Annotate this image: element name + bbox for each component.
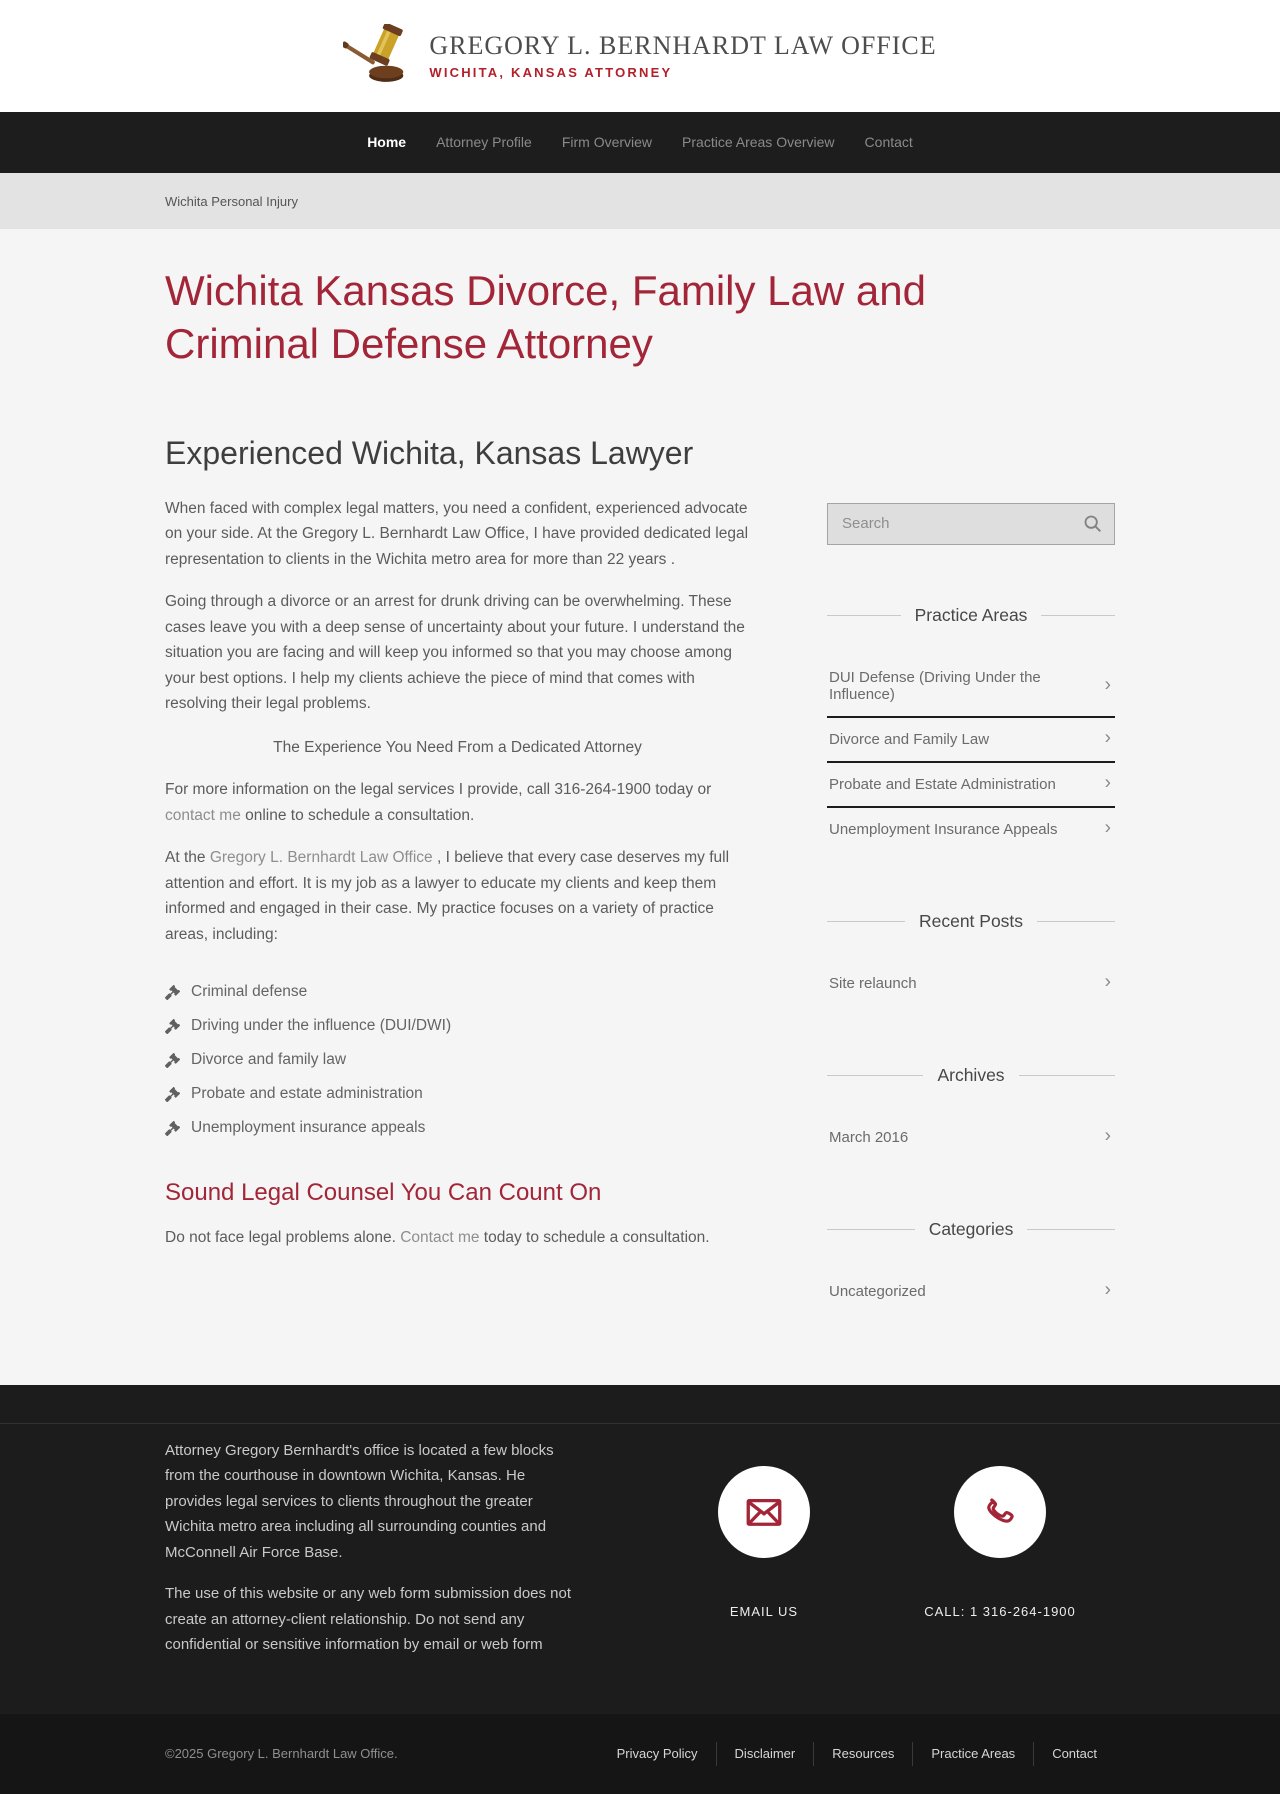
list-item <box>165 1111 750 1145</box>
bottom-bar <box>0 1714 1280 1794</box>
article <box>165 435 750 1268</box>
sub-heading: Sound Legal Counsel You Can Count On <box>165 1179 602 1207</box>
main-nav <box>0 112 1280 173</box>
search-input[interactable] <box>827 503 1115 545</box>
list-item <box>165 1043 750 1077</box>
chevron-right-icon: › <box>1104 972 1111 994</box>
sidebar-item-label: Uncategorized <box>829 1282 926 1300</box>
email-us-label[interactable]: EMAIL US <box>729 1603 799 1619</box>
footer-email-block <box>679 1438 849 1674</box>
chevron-right-icon: › <box>1104 674 1111 696</box>
sidebar-item-uncategorized[interactable] <box>827 1270 1115 1313</box>
sidebar-item-march-2016[interactable] <box>827 1116 1115 1159</box>
bullet-label: Divorce and family law <box>191 1051 347 1069</box>
sidebar-item-label: Site relaunch <box>829 974 917 992</box>
main-area <box>0 229 1280 1385</box>
bottom-link-resources[interactable]: Resources <box>813 1742 912 1766</box>
text-segment: , I believe that every case deserves my full attention and effort. It is my job as a lawyer to educate my clients and keep them informed and engaged in their case. My practice focuses on a variety of practice areas, including: <box>165 849 730 943</box>
paragraph-closing <box>165 1225 750 1251</box>
sidebar-item-label: March 2016 <box>829 1128 909 1146</box>
nav-item-firm-overview[interactable]: Firm Overview <box>561 133 653 150</box>
widget-title: Practice Areas <box>827 605 1115 626</box>
breadcrumb: Wichita Personal Injury <box>165 193 298 209</box>
envelope-icon <box>743 1491 785 1533</box>
call-label[interactable]: CALL: 1 316-264-1900 <box>924 1603 1076 1619</box>
site-header <box>0 0 1280 112</box>
footer-disclaimer-paragraph: The use of this website or any web form submission does not create an attorney-client relationship. Do not send any confidential or sensitive information by email or web form <box>165 1585 572 1654</box>
site-logo[interactable] <box>343 24 936 89</box>
call-button[interactable] <box>954 1466 1046 1558</box>
paragraph-intro: When faced with complex legal matters, you need a confident, experienced advocate on your side. At the Gregory L. Bernhardt Law Office, I have provided dedicated legal representation to clients in the Wichita metro area for more than 22 years . <box>165 499 749 568</box>
text-segment: For more information on the legal services I provide, call 316-264-1900 today or <box>165 781 712 799</box>
list-item <box>165 1009 750 1043</box>
gavel-bullet-icon <box>165 1121 180 1136</box>
widget-practice-areas <box>827 605 1115 851</box>
gavel-logo-icon <box>343 24 415 89</box>
contact-me-link[interactable]: contact me <box>165 806 241 824</box>
site-footer <box>0 1385 1280 1714</box>
sidebar-item-divorce-family-law[interactable] <box>827 718 1115 763</box>
gavel-bullet-icon <box>165 1053 180 1068</box>
footer-about <box>165 1438 585 1674</box>
logo-subtitle: WICHITA, KANSAS ATTORNEY <box>429 64 673 80</box>
widget-title: Recent Posts <box>827 911 1115 932</box>
gavel-bullet-icon <box>165 985 180 1000</box>
list-item <box>165 975 750 1009</box>
copyright: ©2025 Gregory L. Bernhardt Law Office. <box>165 1746 398 1762</box>
footer-call-block <box>900 1438 1100 1674</box>
sidebar-item-unemployment-appeals[interactable] <box>827 808 1115 851</box>
bottom-link-contact[interactable]: Contact <box>1033 1742 1115 1766</box>
sidebar <box>827 435 1115 1313</box>
bottom-link-disclaimer[interactable]: Disclaimer <box>716 1742 814 1766</box>
widget-recent-posts <box>827 911 1115 1005</box>
logo-title: GREGORY L. BERNHARDT LAW OFFICE <box>429 31 937 61</box>
text-segment: online to schedule a consultation. <box>240 806 475 824</box>
section-heading: Experienced Wichita, Kansas Lawyer <box>165 434 694 471</box>
breadcrumb-bar <box>0 173 1280 229</box>
list-item <box>165 1077 750 1111</box>
bottom-links <box>599 1742 1115 1766</box>
bullet-label: Criminal defense <box>191 983 308 1001</box>
footer-top-strip <box>0 1385 1280 1423</box>
widget-archives <box>827 1065 1115 1159</box>
chevron-right-icon: › <box>1104 1280 1111 1302</box>
bullet-label: Probate and estate administration <box>191 1085 423 1103</box>
law-office-link[interactable]: Gregory L. Bernhardt Law Office <box>209 849 433 867</box>
paragraph-attention <box>165 845 750 947</box>
page-title: Wichita Kansas Divorce, Family Law and Criminal Defense Attorney <box>165 267 926 367</box>
nav-item-practice-areas-overview[interactable]: Practice Areas Overview <box>682 133 835 150</box>
sidebar-item-label: Divorce and Family Law <box>829 730 990 748</box>
bullet-label: Driving under the influence (DUI/DWI) <box>191 1017 452 1035</box>
nav-item-attorney-profile[interactable]: Attorney Profile <box>436 133 532 150</box>
nav-item-home[interactable]: Home <box>367 133 407 150</box>
nav-item-contact[interactable]: Contact <box>864 133 913 150</box>
bottom-link-practice-areas[interactable]: Practice Areas <box>912 1742 1033 1766</box>
chevron-right-icon: › <box>1104 1126 1111 1148</box>
sidebar-item-label: Probate and Estate Administration <box>829 775 1056 793</box>
text-segment: Do not face legal problems alone. <box>165 1229 401 1247</box>
chevron-right-icon: › <box>1104 728 1111 750</box>
widget-categories <box>827 1219 1115 1313</box>
text-segment: today to schedule a consultation. <box>479 1229 710 1247</box>
paragraph-overwhelming: Going through a divorce or an arrest for drunk driving can be overwhelming. These cases leave you with a deep sense of uncertainty about your future. I understand the situation you are facing and will keep you informed so that you may choose among your best options. I help my clients achieve the piece of mind that comes with resolving their legal problems. <box>165 593 745 713</box>
text-segment: At the <box>165 849 210 867</box>
chevron-right-icon: › <box>1104 818 1111 840</box>
bottom-link-privacy-policy[interactable]: Privacy Policy <box>616 1745 698 1761</box>
paragraph-more-info <box>165 777 750 828</box>
search-icon[interactable] <box>1082 513 1104 535</box>
email-us-button[interactable] <box>718 1466 810 1558</box>
sidebar-item-dui-defense[interactable] <box>827 656 1115 718</box>
gavel-bullet-icon <box>165 1087 180 1102</box>
footer-about-paragraph: Attorney Gregory Bernhardt's office is located a few blocks from the courthouse in downtown Wichita, Kansas. He provides legal services to clients throughout the greater Wichita metro area including all surrounding counties and McConnell Air Force Base. <box>165 1441 554 1561</box>
gavel-bullet-icon <box>165 1019 180 1034</box>
practice-bullet-list <box>165 975 750 1151</box>
contact-me-link-2[interactable]: Contact me <box>400 1229 480 1247</box>
tagline: The Experience You Need From a Dedicated Attorney <box>273 738 642 756</box>
sidebar-item-label: Unemployment Insurance Appeals <box>829 820 1058 838</box>
widget-title: Archives <box>827 1065 1115 1086</box>
sidebar-item-site-relaunch[interactable] <box>827 962 1115 1005</box>
sidebar-item-probate-estate[interactable] <box>827 763 1115 808</box>
widget-title: Categories <box>827 1219 1115 1240</box>
chevron-right-icon: › <box>1104 773 1111 795</box>
bullet-label: Unemployment insurance appeals <box>191 1119 426 1137</box>
sidebar-item-label: DUI Defense (Driving Under the Influence) <box>829 668 1041 703</box>
phone-icon <box>980 1492 1020 1532</box>
